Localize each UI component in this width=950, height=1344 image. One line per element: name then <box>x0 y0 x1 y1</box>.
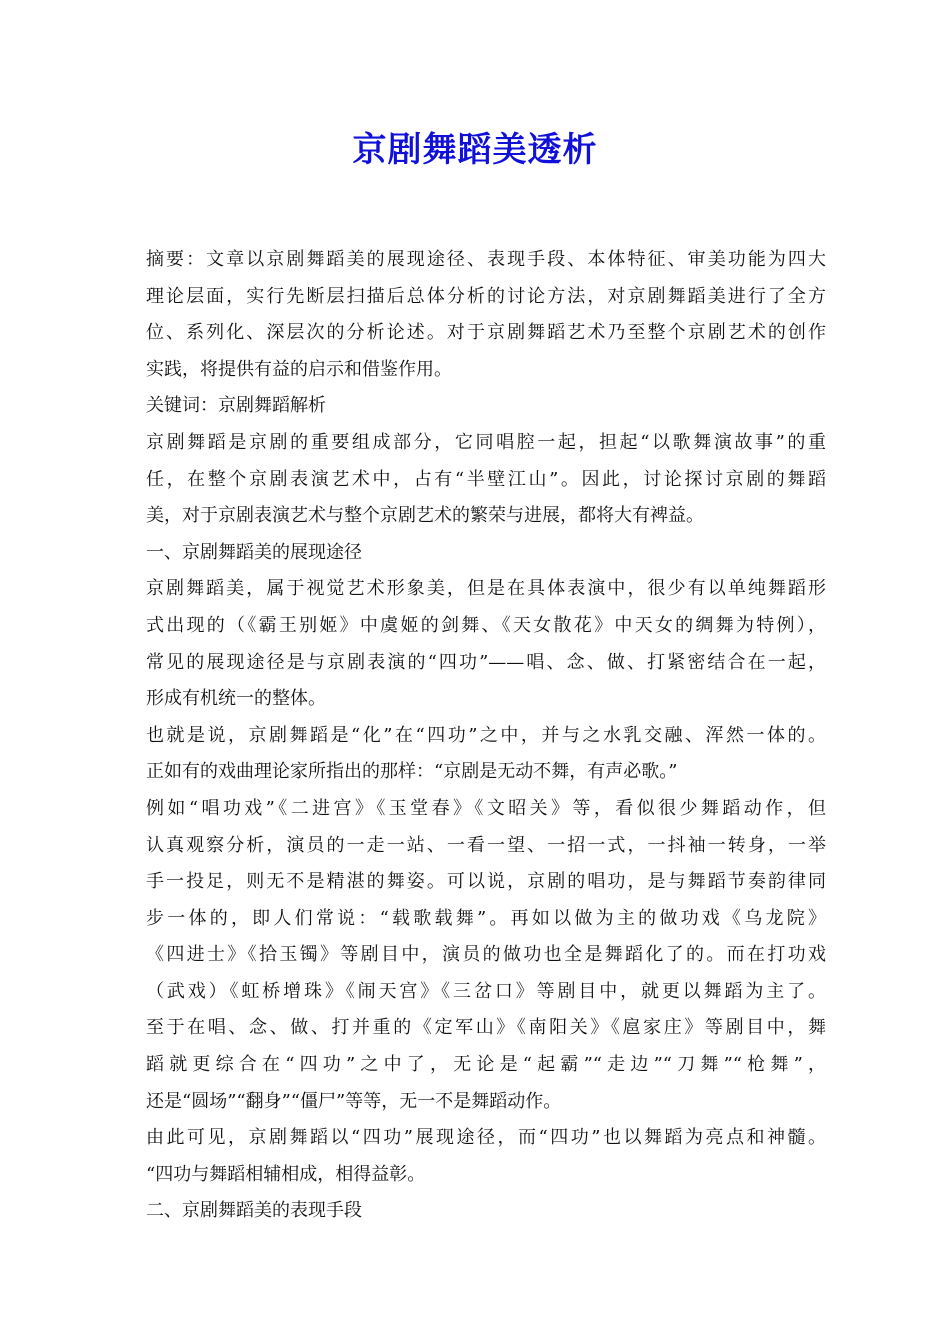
text-line: 摘要：文章以京剧舞蹈美的展现途径、表现手段、本体特征、审美功能为四大 <box>146 249 826 270</box>
document-body <box>146 242 826 1230</box>
text-line: 常见的展现途径是与京剧表演的“四功”——唱、念、做、打紧密结合在一起， <box>146 651 826 673</box>
text-line: 手一投足，则无不是精湛的舞姿。可以说，京剧的唱功，是与舞蹈节奏韵律同 <box>146 871 826 893</box>
text-line: 位、系列化、深层次的分析论述。对于京剧舞蹈艺术乃至整个京剧艺术的创作 <box>146 322 826 344</box>
document-title: 京剧舞蹈美透析 <box>352 130 598 170</box>
text-line: “四功与舞蹈相辅相成，相得益彰。 <box>146 1163 426 1185</box>
text-line: 至于在唱、念、做、打并重的《定军山》《南阳关》《扈家庄》等剧目中，舞 <box>146 1017 826 1039</box>
text-line: 《四进士》《拾玉镯》等剧目中，演员的做功也全是舞蹈化了的。而在打功戏 <box>146 944 826 966</box>
text-line: 也就是说，京剧舞蹈是“化”在“四功”之中，并与之水乳交融、浑然一体的。 <box>146 724 826 746</box>
text-line: （武戏）《虹桥增珠》《闹天宫》《三岔口》等剧目中，就更以舞蹈为主了。 <box>146 980 826 1002</box>
text-line: 认真观察分析，演员的一走一站、一看一望、一招一式，一抖袖一转身，一举 <box>146 834 826 856</box>
text-line: 形成有机统一的整体。 <box>146 688 326 710</box>
text-line: 京剧舞蹈美，属于视觉艺术形象美，但是在具体表演中，很少有以单纯舞蹈形 <box>146 578 826 600</box>
text-line: 步一体的，即人们常说：“载歌载舞”。再如以做为主的做功戏《乌龙院》 <box>146 907 826 929</box>
text-line: 京剧舞蹈是京剧的重要组成部分，它同唱腔一起，担起“以歌舞演故事”的重 <box>146 431 826 453</box>
text-line: 一、京剧舞蹈美的展现途径 <box>146 541 362 563</box>
text-line: 式出现的（《霸王别姬》中虞姬的剑舞、《天女散花》中天女的绸舞为特例）， <box>146 614 826 636</box>
text-line: 美，对于京剧表演艺术与整个京剧艺术的繁荣与进展，都将大有裨益。 <box>146 505 704 527</box>
text-line: 实践，将提供有益的启示和借鉴作用。 <box>146 358 452 380</box>
text-line: 还是“圆场”“翻身”“僵尸”等等，无一不是舞蹈动作。 <box>146 1090 562 1112</box>
text-line: 二、京剧舞蹈美的表现手段 <box>146 1200 362 1222</box>
text-line: 例如“唱功戏”《二进宫》《玉堂春》《文昭关》等，看似很少舞蹈动作，但 <box>146 797 826 819</box>
text-line: 由此可见，京剧舞蹈以“四功”展现途径，而“四功”也以舞蹈为亮点和神髓。 <box>146 1127 826 1149</box>
text-line: 正如有的戏曲理论家所指出的那样：“京剧是无动不舞，有声必歌。” <box>146 761 678 783</box>
text-line: 理论层面，实行先断层扫描后总体分析的讨论方法，对京剧舞蹈美进行了全方 <box>146 285 826 307</box>
text-line: 蹈就更综合在“四功”之中了，无论是“起霸”“走边”“刀舞”“枪舞”， <box>146 1054 826 1076</box>
text-line: 任，在整个京剧表演艺术中，占有“半壁江山”。因此，讨论探讨京剧的舞蹈 <box>146 468 826 490</box>
text-line: 关键词：京剧舞蹈解析 <box>146 395 326 417</box>
